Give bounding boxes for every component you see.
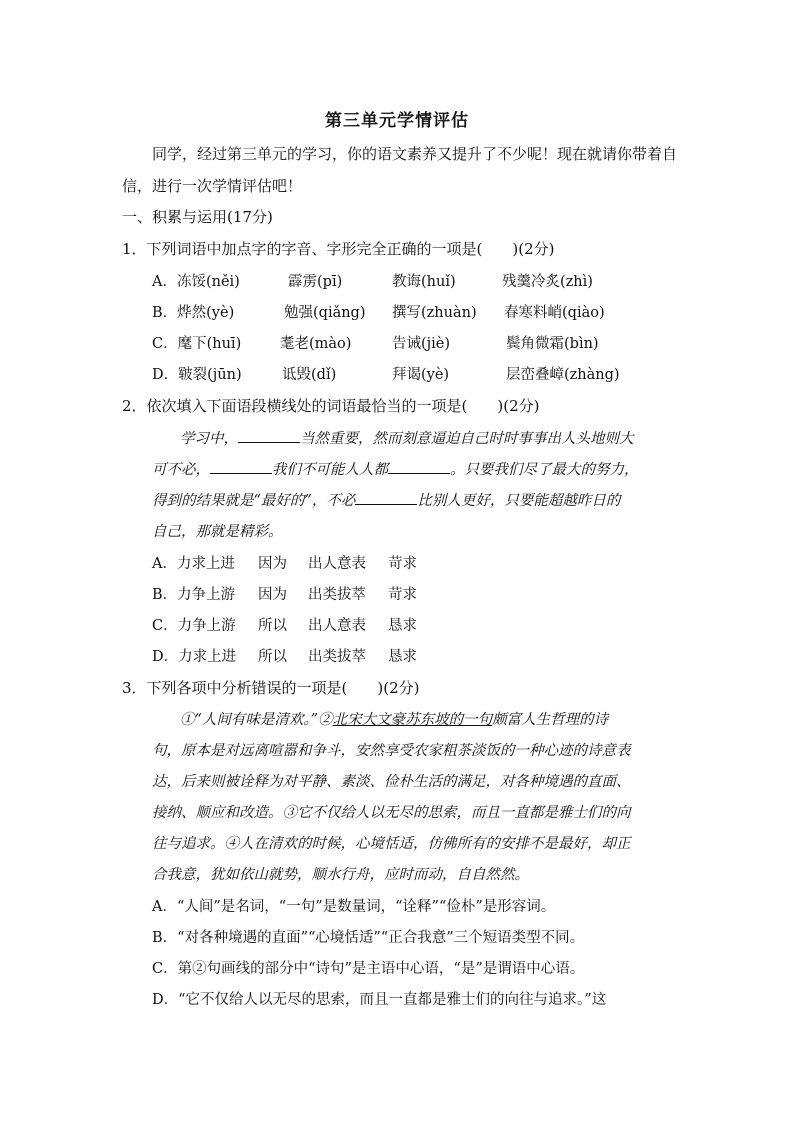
passage-text: 颇富人生哲理的诗	[492, 712, 609, 728]
q3-option-d: D．“它不仅给人以无尽的思索，而且一直都是雅士们的向往与追求。”这	[152, 992, 607, 1008]
q2-passage-line-1	[180, 427, 634, 448]
passage-text: 可不必，	[152, 462, 210, 478]
q2-passage-line-2	[152, 458, 639, 479]
q3-passage-line-3: 达，后来则被诠释为对平静、素淡、俭朴生活的满足，对各种境遇的直面、	[152, 774, 631, 790]
option-text: D．皲裂(jūn)	[152, 367, 242, 383]
q3-passage-line-6: 合我意，犹如依山就势，顺水行舟，应时而动，自自然然。	[152, 867, 529, 883]
passage-text: 学习中，	[180, 431, 238, 447]
option-text: 所以	[258, 649, 287, 665]
fill-blank	[355, 490, 417, 505]
option-text: B．烨然(yè)	[152, 305, 235, 321]
option-text: 苛求	[388, 556, 417, 572]
option-text: 鬓角微霜(bìn)	[506, 336, 599, 352]
underlined-text: 北宋大文豪苏东坡的一句	[332, 712, 493, 728]
fill-blank	[238, 428, 300, 443]
option-text: C．力争上游	[152, 618, 236, 634]
passage-text: 我们不可能人人都	[272, 462, 388, 478]
option-text: B．力争上游	[152, 587, 236, 603]
question-2-stem: 2．依次填入下面语段横线处的词语最恰当的一项是( )(2分)	[122, 397, 540, 415]
option-text: 出类拔萃	[308, 649, 366, 665]
q3-option-b: B．“对各种境遇的直面”“心境恬适”“正合我意”三个短语类型不同。	[152, 930, 585, 946]
option-text: 教诲(huǐ)	[392, 274, 456, 290]
option-text: 拜谒(yè)	[392, 367, 450, 383]
option-text: 因为	[258, 587, 287, 603]
option-text: 出人意表	[308, 618, 366, 634]
q3-option-c: C．第②句画线的部分中“诗句”是主语中心语，“是”是谓语中心语。	[152, 961, 585, 977]
option-text: 出类拔萃	[308, 587, 366, 603]
option-text: 勉强(qiǎng)	[284, 305, 366, 321]
option-text: D．力求上进	[152, 649, 237, 665]
q3-passage-line-2: 句，原本是对远离喧嚣和争斗，安然享受农家粗茶淡饭的一种心迹的诗意表	[152, 743, 631, 759]
option-text: 霹雳(pī)	[288, 274, 343, 290]
fill-blank	[388, 459, 450, 474]
page-title: 第三单元学情评估	[325, 111, 469, 131]
option-text: A．力求上进	[152, 556, 235, 572]
q3-passage-line-4: 接纳、顺应和改造。③它不仅给人以无尽的思索，而且一直都是雅士们的向	[152, 805, 631, 821]
option-text: 告诫(jiè)	[392, 336, 451, 352]
section-heading: 一、积累与运用(17分)	[122, 208, 273, 226]
q3-passage-line-1	[180, 708, 608, 729]
question-1-stem: 1．下列词语中加点字的字音、字形完全正确的一项是( )(2分)	[122, 240, 555, 258]
option-text: 出人意表	[308, 556, 366, 572]
passage-text: 得到的结果就是“最好的”，不必	[152, 493, 356, 509]
option-text: 春寒料峭(qiào)	[504, 305, 605, 321]
option-text: 因为	[258, 556, 287, 572]
option-text: 层峦叠嶂(zhàng)	[506, 367, 620, 383]
fill-blank	[210, 459, 272, 474]
option-text: C．麾下(huī)	[152, 336, 242, 352]
passage-text: 。只要我们尽了最大的努力，	[450, 462, 639, 478]
q3-option-a: A．“人间”是名词，“一句”是数量词，“诠释”“俭朴”是形容词。	[152, 899, 556, 915]
passage-text: 当然重要，然而刻意逼迫自己时时事事出人头地则大	[300, 431, 634, 447]
option-text: 所以	[258, 618, 287, 634]
q2-passage-line-4: 自己，那就是精彩。	[152, 524, 283, 540]
q2-passage-line-3	[152, 489, 620, 510]
option-text: 撰写(zhuàn)	[392, 305, 477, 321]
option-text: 恳求	[388, 649, 417, 665]
option-text: 苛求	[388, 587, 417, 603]
option-text: 恳求	[388, 618, 417, 634]
option-text: 耄老(mào)	[280, 336, 352, 352]
question-3-stem: 3．下列各项中分析错误的一项是( )(2分)	[122, 679, 420, 697]
intro-paragraph: 同学，经过第三单元的学习，你的语文素养又提升了不少呢！现在就请你带着自信，进行一次学情评估吧！	[122, 145, 678, 195]
option-text: 残羹冷炙(zhì)	[502, 274, 593, 290]
passage-text: 比别人更好，只要能超越昨日的	[417, 493, 621, 509]
option-text: A．冻馁(něi)	[152, 274, 240, 290]
option-text: 诋毁(dǐ)	[282, 367, 337, 383]
passage-text: ①“人间有味是清欢。”②	[180, 712, 333, 728]
q3-passage-line-5: 往与追求。④人在清欢的时候，心境恬适，仿佛所有的安排不是最好，却正	[152, 836, 631, 852]
